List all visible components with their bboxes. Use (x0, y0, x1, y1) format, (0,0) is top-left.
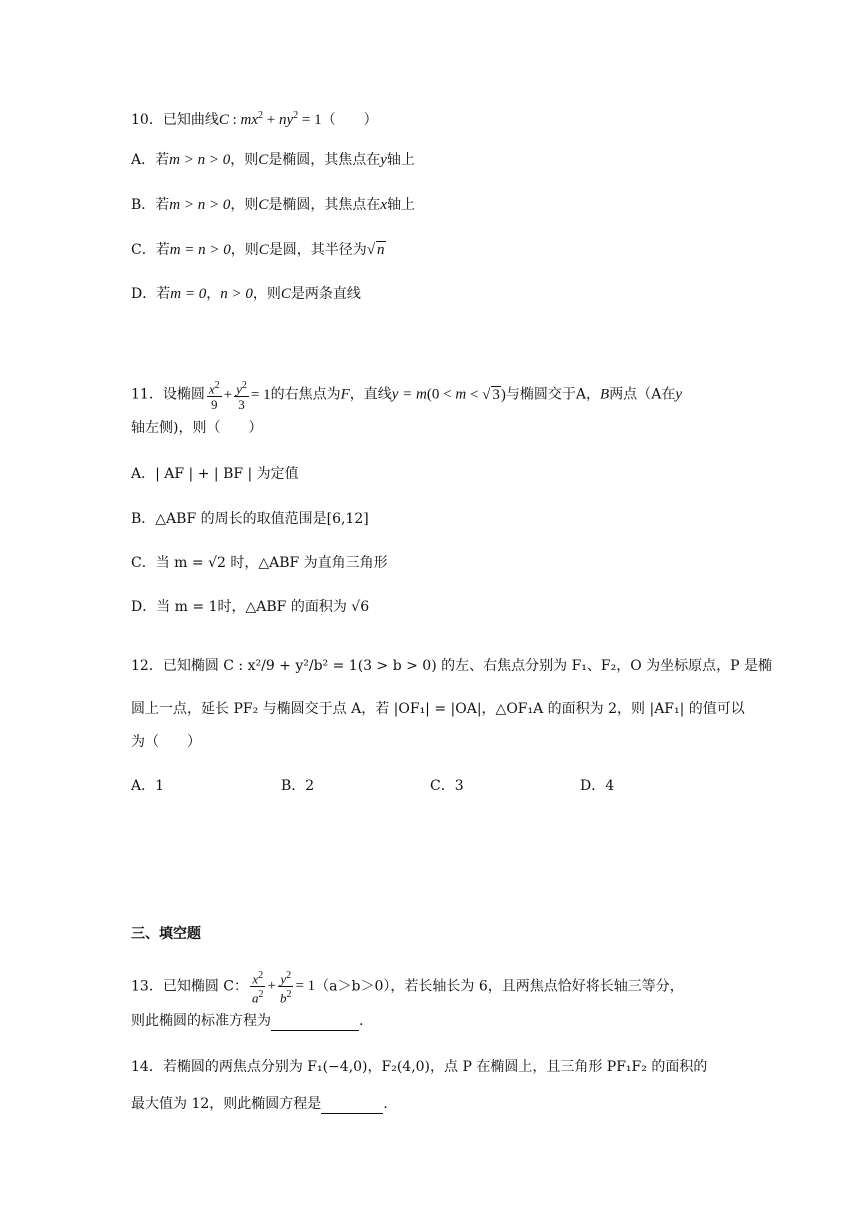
q14-stem-line2 (131, 1094, 388, 1114)
q12-option-a: A．1 (131, 778, 165, 794)
q11-option-b: B．△ABF 的周长的取值范围是[6,12] (131, 511, 369, 527)
q14-stem-line1: 14．若椭圆的两焦点分别为 F₁(−4,0)，F₂(4,0)，点 P 在椭圆上，且三角形 PF₁F₂ 的面积的 (131, 1059, 708, 1075)
q12-stem-line2: 圆上一点，延长 PF₂ 与椭圆交于点 A，若 |OF₁| = |OA|，△OF₁A 的面积为 2，则 |AF₁| 的值可以 (131, 701, 745, 717)
option-condition-2: n > 0 (220, 286, 253, 302)
answer-blank[interactable] (321, 1099, 383, 1114)
option-condition: m > n > 0 (169, 152, 231, 168)
option-condition: m = 0 (170, 286, 207, 302)
q11-line-equation: y = m(0 < m < √ 3) (391, 386, 506, 403)
q11-point-a-2: A (651, 386, 662, 403)
q10-option-d (131, 284, 361, 304)
q10-option-a (131, 150, 415, 170)
section-heading: 三、填空题 (131, 926, 201, 942)
q11-point-a: A (575, 386, 587, 403)
q10-suffix: （ ） (321, 112, 378, 128)
q10-option-c (131, 240, 386, 260)
q11-text: ，直线 (349, 386, 392, 403)
q11-point-b: B (600, 386, 610, 403)
q12-stem-line3: 为（ ） (131, 734, 201, 750)
q11-focus: F (340, 386, 350, 403)
q11-option-c: C．当 m = √2 时，△ABF 为直角三角形 (131, 555, 388, 571)
option-text: ，则 (252, 286, 281, 302)
option-axis: x (380, 197, 388, 213)
option-label: D．若 (131, 286, 171, 302)
q13-prefix: 13．已知椭圆 C： (131, 978, 248, 995)
option-curve: C (258, 152, 269, 168)
option-label: C．若 (131, 242, 170, 258)
option-text: 轴上 (387, 197, 416, 213)
option-text: ，则 (230, 242, 259, 258)
q13-text: 则此椭圆的标准方程为 (131, 1013, 271, 1029)
q10-prefix: 10．已知曲线 (131, 112, 219, 128)
option-axis: y (380, 152, 387, 168)
option-text: 是圆，其半径为 (268, 242, 367, 258)
q14-period: . (383, 1096, 388, 1112)
option-text: 是椭圆，其焦点在 (268, 152, 381, 168)
q12-option-b: B．2 (281, 778, 315, 794)
option-radius: √ n (366, 242, 385, 258)
q10-stem (131, 106, 378, 130)
option-label: A．若 (131, 152, 170, 168)
option-text: 是椭圆，其焦点在 (268, 197, 381, 213)
q13-stem-line1 (131, 968, 684, 1006)
answer-blank[interactable] (271, 1016, 359, 1031)
q11-stem-line1: 11．设椭圆 $\frac{x^2}{9}$ + $\frac{y^2}{3}$ = 1的右焦点为F，直线y = m(0 < m < √ 3)与椭圆交于A，B两点（A在y (131, 380, 682, 413)
q11-option-a: A．| AF | + | BF | 为定值 (131, 466, 299, 482)
option-text: 轴上 (386, 152, 415, 168)
q13-text: （a＞b＞0），若长轴长为 6，且两焦点恰好将长轴三等分， (315, 978, 684, 995)
option-text: ， (206, 286, 221, 302)
q13-ellipse-equation: $\frac{x^2}{a^2}$ + $\frac{y^2}{b^2}$ = 1 (251, 970, 316, 1006)
q11-text: 的右焦点为 (270, 386, 341, 403)
q10-equation: C : $mx^2 + ny^2 = 1$ (218, 110, 322, 128)
option-text: 是两条直线 (290, 286, 361, 302)
q11-axis: y (675, 386, 682, 403)
option-condition: m > n > 0 (169, 197, 231, 213)
q12-option-c: C．3 (430, 778, 464, 794)
option-text: ，则 (230, 197, 259, 213)
q11-text: 在 (661, 386, 676, 403)
q11-stem-line2: 轴左侧)，则（ ） (131, 420, 263, 436)
option-text: ，则 (230, 152, 259, 168)
q10-option-b (131, 195, 415, 215)
q11-ellipse-equation: $\frac{x^2}{9}$ + $\frac{y^2}{3}$ = 1 (208, 380, 271, 413)
q11-option-d: D．当 m = 1时，△ABF 的面积为 √6 (131, 599, 370, 615)
option-curve: C (258, 197, 269, 213)
q11-text: 两点（ (609, 386, 652, 403)
q11-prefix: 11．设椭圆 (131, 386, 205, 403)
q12-stem-line1: 12．已知椭圆 C : x²/9 + y²/b² = 1(3 > b > 0) 的左、右焦点分别为 F₁、F₂，O 为坐标原点，P 是椭 (131, 658, 773, 674)
q13-period: . (359, 1013, 364, 1029)
option-label: B．若 (131, 197, 170, 213)
q13-stem-line2 (131, 1011, 363, 1031)
option-curve: C (280, 286, 291, 302)
q12-option-d: D．4 (580, 778, 615, 794)
option-condition: m = n > 0 (169, 242, 231, 258)
q14-text: 最大值为 12，则此椭圆方程是 (131, 1096, 322, 1112)
option-curve: C (258, 242, 269, 258)
q11-text: 与椭圆交于 (505, 386, 576, 403)
